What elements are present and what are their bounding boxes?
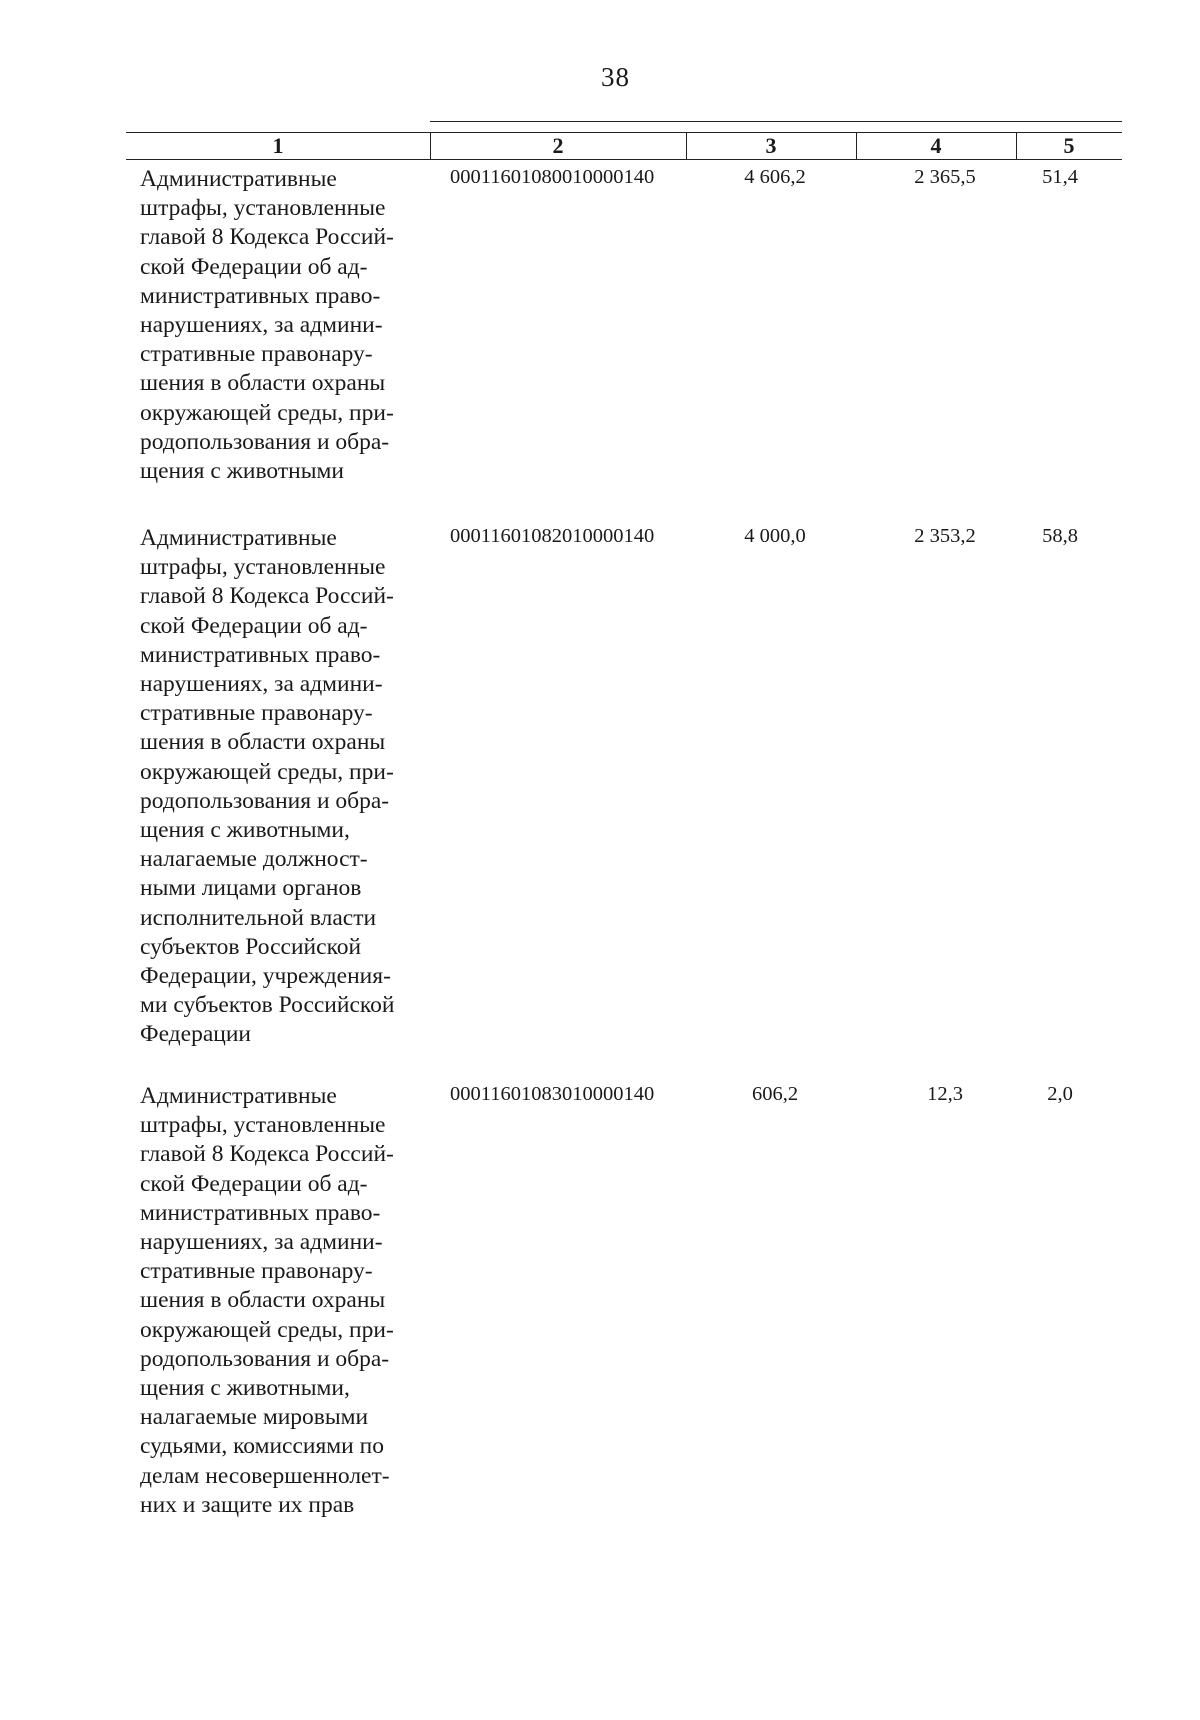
row-description: Административные штрафы, установленные главой 8 Кодекса Россий- ской Федерации об ад- министративных право- нарушениях, за админи- стративные правонару- шения в области охраны окружающей среды, при- родопользования и обра- щения с животными [140,166,394,485]
header-col-1: 1 [272,133,284,158]
header-col-2: 2 [552,133,564,158]
table-header-row [126,132,1122,160]
header-col-5: 5 [1063,133,1075,158]
table-top-rule [430,121,1122,122]
header-col-3: 3 [765,133,777,158]
row-col4-value: 2 353,2 [914,525,976,547]
row-col3-value: 4 000,0 [744,525,806,547]
row-col5-value: 58,8 [1042,525,1078,547]
row-col5-value: 2,0 [1047,1083,1073,1105]
page-number: 38 [601,62,630,92]
row-col4-value: 2 365,5 [914,166,976,188]
row-col3-value: 4 606,2 [744,166,806,188]
row-col4-value: 12,3 [927,1083,963,1105]
header-col-4: 4 [930,133,942,158]
row-description: Административные штрафы, установленные главой 8 Кодекса Россий- ской Федерации об ад- министративных право- нарушениях, за админи- стративные правонару- шения в области охраны окружающей среды, при- родопользования и обра- щения с животными, налагаемые мировыми судьями, комиссиями по делам несовершеннолет- них и защите их прав [140,1083,394,1518]
row-code: 00011601083010000140 [450,1083,655,1105]
row-col5-value: 51,4 [1042,166,1078,188]
row-description: Административные штрафы, установленные главой 8 Кодекса Россий- ской Федерации об ад- министративных право- нарушениях, за админи- стративные правонару- шения в области охраны окружающей среды, при- родопользования и обра- щения с животными, налагаемые должност- ными лицами органов исполнительной власти субъектов Российской Федерации, учреждения- ми субъектов Российской Федерации [140,525,395,1048]
row-col3-value: 606,2 [751,1083,799,1105]
row-code: 00011601082010000140 [450,525,655,547]
row-code: 00011601080010000140 [450,166,655,188]
